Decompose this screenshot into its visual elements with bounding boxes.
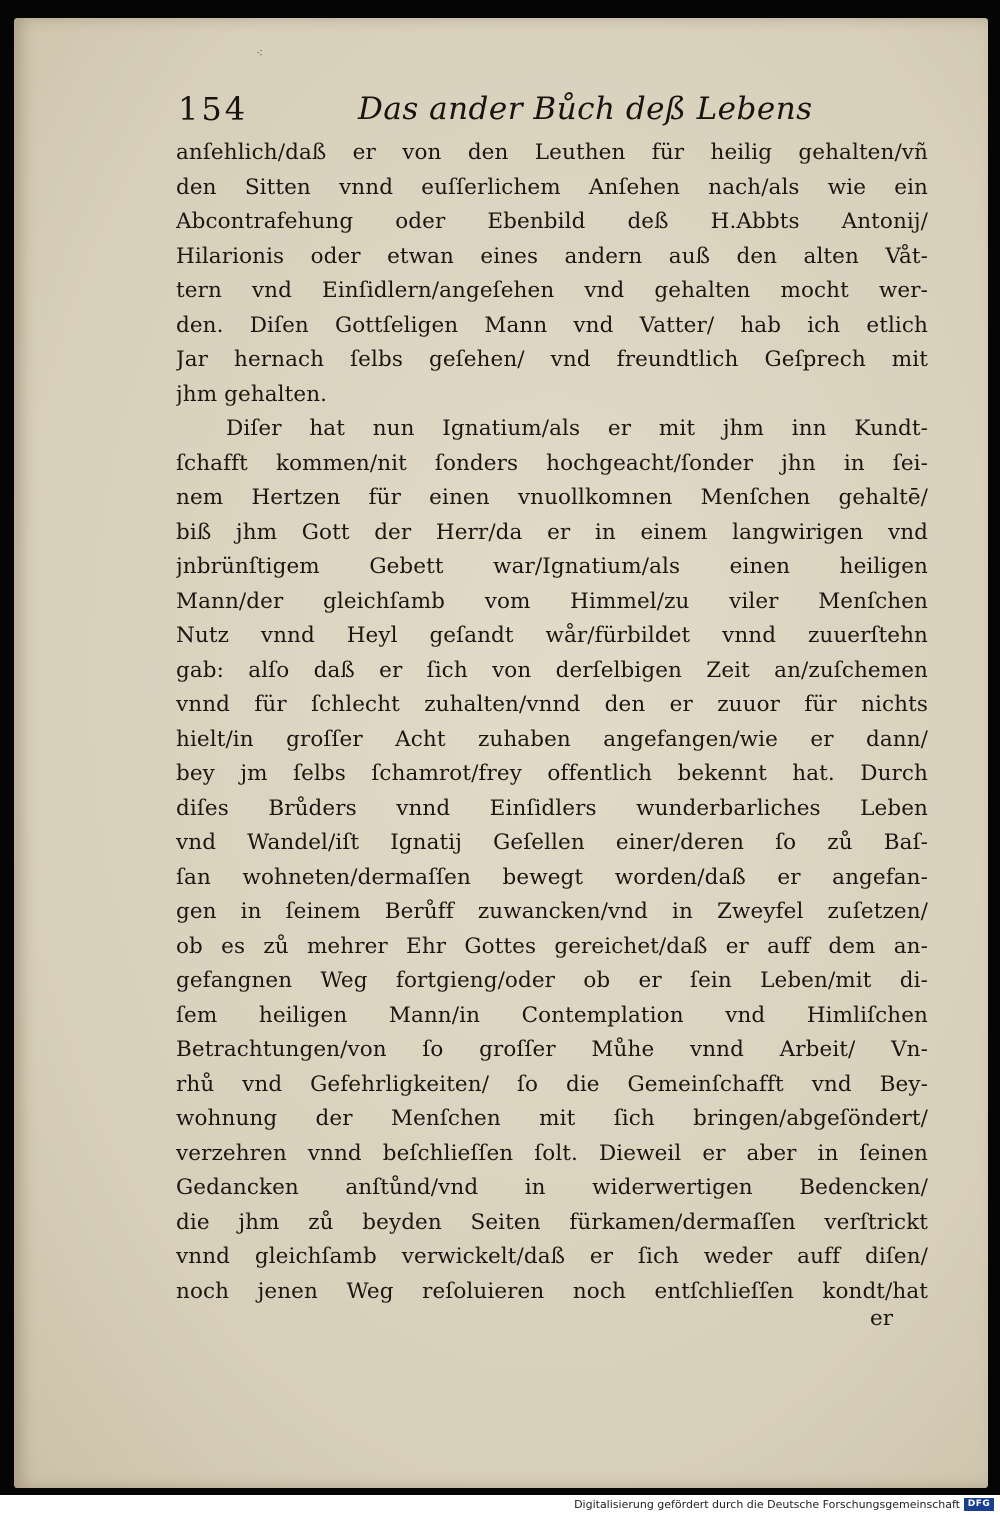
paragraph-start-line: Diſer hat nun Ignatium/als er mit jhm inn Kundt-	[226, 416, 928, 441]
text-line: diſes Brůders vnnd Einſidlers wunderbarliches Leben	[176, 795, 928, 821]
text-line: vnnd gleichſamb verwickelt/daß er ſich weder auff diſen/	[176, 1244, 928, 1269]
text-line: ſem heiligen Mann/in Contemplation vnd Himliſchen	[176, 1002, 928, 1028]
text-line: gab: alſo daß er ſich von derſelbigen Zeit an/zuſchemen	[176, 657, 928, 683]
text-line: verzehren vnnd beſchlieſſen ſolt. Dieweil er aber in ſeinen	[176, 1140, 928, 1166]
text-line: Gedancken anſtůnd/vnd in widerwertigen Bedencken/	[176, 1175, 928, 1200]
text-line: gefangnen Weg fortgieng/oder ob er ſein Leben/mit di-	[176, 968, 928, 993]
text-line: biß jhm Gott der Herr/da er in einem langwirigen vnd	[176, 519, 928, 545]
text-line: vnd Wandel/iſt Ignatij Geſellen einer/deren ſo zů Baſ-	[176, 830, 928, 855]
paragraph-end-line: jhm gehalten.	[176, 381, 328, 407]
text-line: anſehlich/daß er von den Leuthen für heilig gehalten/vñ	[176, 140, 928, 165]
page-number: 154	[178, 90, 249, 128]
page-header	[178, 84, 938, 134]
text-line: Nutz vnnd Heyl geſandt wår/fürbildet vnnd zuuerſtehn	[176, 623, 928, 648]
text-line: ob es zů mehrer Ehr Gottes gereichet/daß er auff dem an-	[176, 933, 928, 959]
text-line: hielt/in groſſer Acht zuhaben angefangen/wie er dann/	[176, 726, 928, 752]
text-line: vnnd für ſchlecht zuhalten/vnnd den er zuuor für nichts	[176, 692, 928, 717]
text-line: Jar hernach ſelbs geſehen/ vnd freundtlich Geſprech mit	[176, 347, 928, 372]
text-line: den Sitten vnnd euſſerlichem Anſehen nach/als wie ein	[176, 174, 928, 200]
ink-smudge: ⁖	[256, 46, 264, 60]
funding-credit: Digitalisierung gefördert durch die Deutsche Forschungsgemeinschaft	[574, 1498, 960, 1511]
text-line: Abcontrafehung oder Ebenbild deß H.Abbts Antonij/	[176, 209, 928, 234]
text-line: die jhm zů beyden Seiten fürkamen/dermaſſen verſtrickt	[176, 1209, 928, 1235]
text-line: noch jenen Weg reſoluieren noch entſchlieſſen kondt/hat	[176, 1278, 928, 1304]
text-line: jnbrünſtigem Gebett war/Ignatium/als einen heiligen	[176, 554, 928, 579]
text-line: ſan wohneten/dermaſſen bewegt worden/daß er angefan-	[176, 864, 928, 890]
text-line: ſchafft kommen/nit ſonders hochgeacht/ſonder jhn in ſei-	[176, 450, 928, 476]
text-line: wohnung der Menſchen mit ſich bringen/abgeſöndert/	[176, 1106, 928, 1131]
text-line: tern vnd Einſidlern/angeſehen vnd gehalten mocht wer-	[176, 278, 928, 303]
catchword: er	[870, 1306, 894, 1331]
text-line: den. Diſen Gottſeligen Mann vnd Vatter/ hab ich etlich	[176, 312, 928, 338]
body-text	[176, 136, 928, 1309]
dfg-logo-icon: DFG	[964, 1498, 994, 1511]
text-line: Betrachtungen/von ſo groſſer Můhe vnnd Arbeit/ Vn-	[176, 1037, 928, 1062]
text-line: rhů vnd Gefehrligkeiten/ ſo die Gemeinſchafft vnd Bey-	[176, 1071, 928, 1097]
text-line: Hilarionis oder etwan eines andern auß den alten Våt-	[176, 243, 928, 269]
running-title: Das ander Bůch deß Lebens	[358, 91, 813, 127]
text-line: nem Hertzen für einen vnuollkomnen Menſchen gehaltē/	[176, 485, 928, 510]
text-line: Mann/der gleichſamb vom Himmel/zu viler Menſchen	[176, 588, 928, 614]
text-line: bey jm ſelbs ſchamrot/frey offentlich bekennt hat. Durch	[176, 761, 928, 786]
text-line: gen in ſeinem Berůff zuwancken/vnd in Zweyfel zuſetzen/	[176, 899, 928, 924]
